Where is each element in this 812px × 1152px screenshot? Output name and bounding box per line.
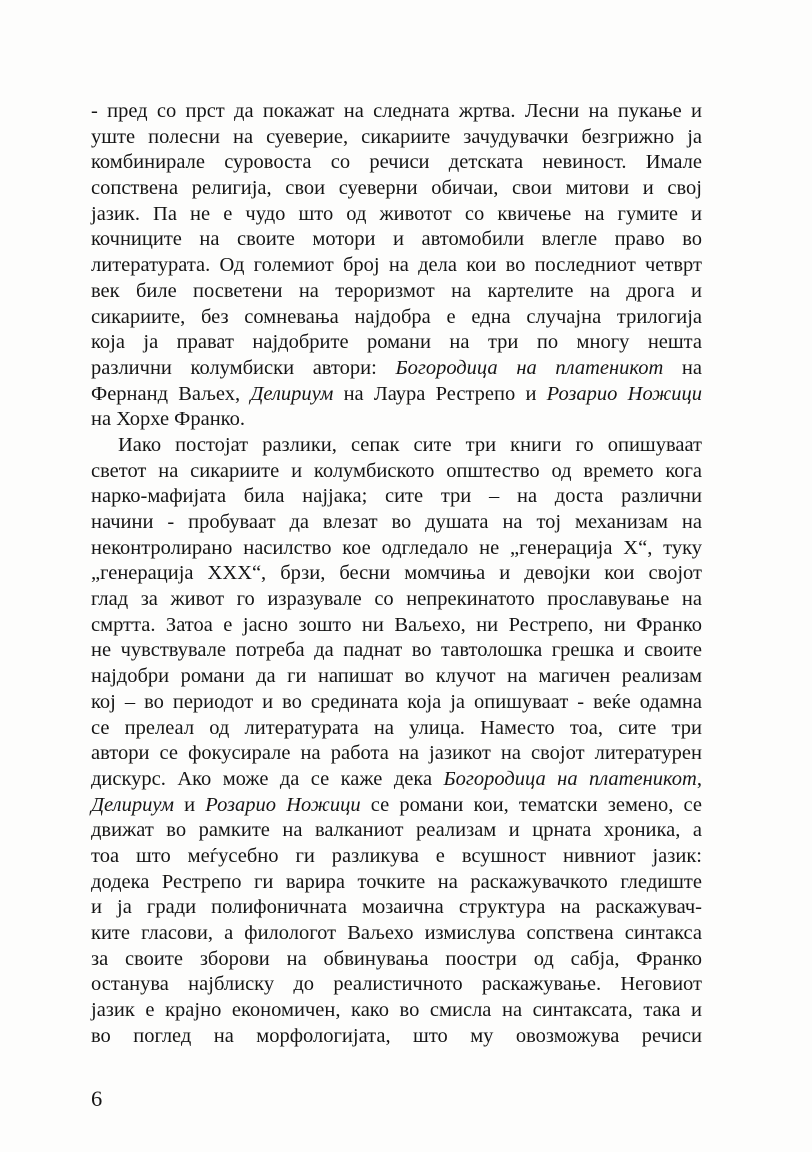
text-segment: движат во рамките на валканиот реализам и црната хроника, а xyxy=(91,819,702,842)
text-segment: нарко-мафијата била најјака; сите три – на доста различни xyxy=(91,485,702,508)
text-line xyxy=(91,793,702,819)
text-segment: додека Рестрепо ги варира точките на раскажувачкото гледиште xyxy=(91,870,702,893)
text-segment: неконтролирано насилство кое одгледало не „генерација X“, туку xyxy=(91,536,702,559)
text-line xyxy=(91,844,702,870)
text-segment: на Хорхе Франко. xyxy=(91,408,245,431)
text-segment: начини - пробуваат да влезат во душата на тој механизам на xyxy=(91,511,702,533)
text-line xyxy=(91,330,702,356)
text-line xyxy=(91,202,702,228)
italic-book-title: Делириум xyxy=(91,793,174,816)
text-line xyxy=(91,972,702,998)
text-segment: , xyxy=(696,767,702,790)
text-line xyxy=(91,125,702,151)
text-segment: за своите зборови на обвинувања поостри од сабја, Франко xyxy=(91,947,702,970)
text-segment: се романи кои, тематски земено, се xyxy=(360,793,702,816)
text-line xyxy=(91,561,702,587)
text-segment: Фернанд Ваљех, xyxy=(91,382,251,405)
text-segment: не чувствувале потреба да паднат во тавтолошка грешка и своите xyxy=(91,639,702,662)
text-line xyxy=(91,638,702,664)
text-line xyxy=(91,664,702,690)
text-block xyxy=(91,99,702,1049)
text-segment: се прелеал од литературата на улица. Наместо тоа, сите три xyxy=(91,716,702,739)
text-segment: - пред со прст да покажат на следната жртва. Лесни на пукање и xyxy=(91,100,702,122)
text-line xyxy=(91,407,702,433)
text-line xyxy=(91,767,702,793)
text-segment: сикариите, без сомневања најдобра е една случајна трилогија xyxy=(91,305,702,328)
text-line xyxy=(91,279,702,305)
italic-book-title: Богородица на платеникот xyxy=(395,356,664,379)
text-segment: на xyxy=(663,356,702,379)
text-line xyxy=(91,690,702,716)
text-line xyxy=(91,741,702,767)
text-segment: останува најблиску до реалистичното раскажување. Неговиот xyxy=(91,973,702,996)
text-segment: уште полесни на суеверие, сикариите зачудувачки безгрижно ја xyxy=(91,125,702,148)
text-line xyxy=(91,382,702,408)
text-segment: во поглед на морфологијата, што му овозможува речиси xyxy=(91,1024,702,1047)
text-segment: дискурс. Ако може да се каже дека xyxy=(91,767,444,790)
text-line xyxy=(91,818,702,844)
text-segment: тоа што меѓусебно ги разликува е всушност нивниот јазик: xyxy=(91,844,702,867)
text-segment: различни колумбиски автори: xyxy=(91,356,396,379)
text-segment: јазик е крајно економичен, како во смисла на синтаксата, така и xyxy=(91,999,702,1022)
text-line xyxy=(91,305,702,331)
text-line xyxy=(91,895,702,921)
text-line xyxy=(91,613,702,639)
italic-book-title: Богородица на платеникот xyxy=(443,767,697,790)
text-line xyxy=(91,536,702,562)
text-line xyxy=(91,998,702,1024)
text-segment: век биле посветени на тероризмот на картелите на дрога и xyxy=(91,279,702,302)
text-segment: најдобри романи да ги напишат во клучот на магичен реализам xyxy=(91,665,702,688)
text-segment: „генерација XXX“, брзи, бесни момчиња и девојки кои својот xyxy=(91,562,702,585)
text-line xyxy=(91,587,702,613)
text-segment: на Лаура Рестрепо и xyxy=(333,382,547,405)
text-line xyxy=(91,227,702,253)
text-line xyxy=(91,459,702,485)
text-line xyxy=(91,99,702,125)
text-segment: Иако постојат разлики, сепак сите три книги го опишуваат xyxy=(118,433,702,456)
text-segment: глад за живот го изразувале со непрекинатото прославување на xyxy=(91,588,702,611)
text-line xyxy=(91,176,702,202)
text-line xyxy=(91,356,702,382)
text-line xyxy=(91,510,702,536)
text-segment: кочниците на своите мотори и автомобили влегле право во xyxy=(91,228,702,251)
italic-book-title: Делириум xyxy=(250,382,334,405)
text-segment: која ја прават најдобрите романи на три по многу нешта xyxy=(91,331,702,354)
text-segment: и ја гради полифоничната мозаична структура на раскажувач- xyxy=(91,896,702,919)
italic-book-title: Розарио Ножици xyxy=(205,793,361,816)
text-line xyxy=(91,253,702,279)
italic-book-title: Розарио Ножици xyxy=(546,382,702,405)
text-segment: кој – во периодот и во средината која ја опишуваат - веќе одамна xyxy=(91,690,702,713)
text-line xyxy=(91,947,702,973)
text-segment: светот на сикариите и колумбиското општество од времето кога xyxy=(91,459,702,482)
text-segment: и xyxy=(174,793,206,816)
text-line xyxy=(91,484,702,510)
text-line xyxy=(91,150,702,176)
text-segment: јазик. Па не е чудо што од животот со квичење на гумите и xyxy=(91,202,702,225)
text-segment: смртта. Затоа е јасно зошто ни Ваљехо, ни Рестрепо, ни Франко xyxy=(91,613,702,636)
page-number: 6 xyxy=(91,1086,103,1111)
text-segment: автори се фокусирале на работа на јазикот на својот литературен xyxy=(91,742,702,765)
text-segment: ките гласови, а филологот Ваљехо измислува сопствена синтакса xyxy=(91,922,702,944)
text-segment: комбинирале суровоста со речиси детската невиност. Имале xyxy=(91,151,702,174)
text-line xyxy=(91,716,702,742)
text-segment: сопствена религија, свои суеверни обичаи, свои митови и свој xyxy=(91,177,702,200)
text-line xyxy=(91,921,702,947)
text-line xyxy=(91,1024,702,1050)
text-line xyxy=(91,433,702,459)
text-line xyxy=(91,870,702,896)
text-segment: литературата. Од големиот број на дела кои во последниот четврт xyxy=(91,254,702,277)
